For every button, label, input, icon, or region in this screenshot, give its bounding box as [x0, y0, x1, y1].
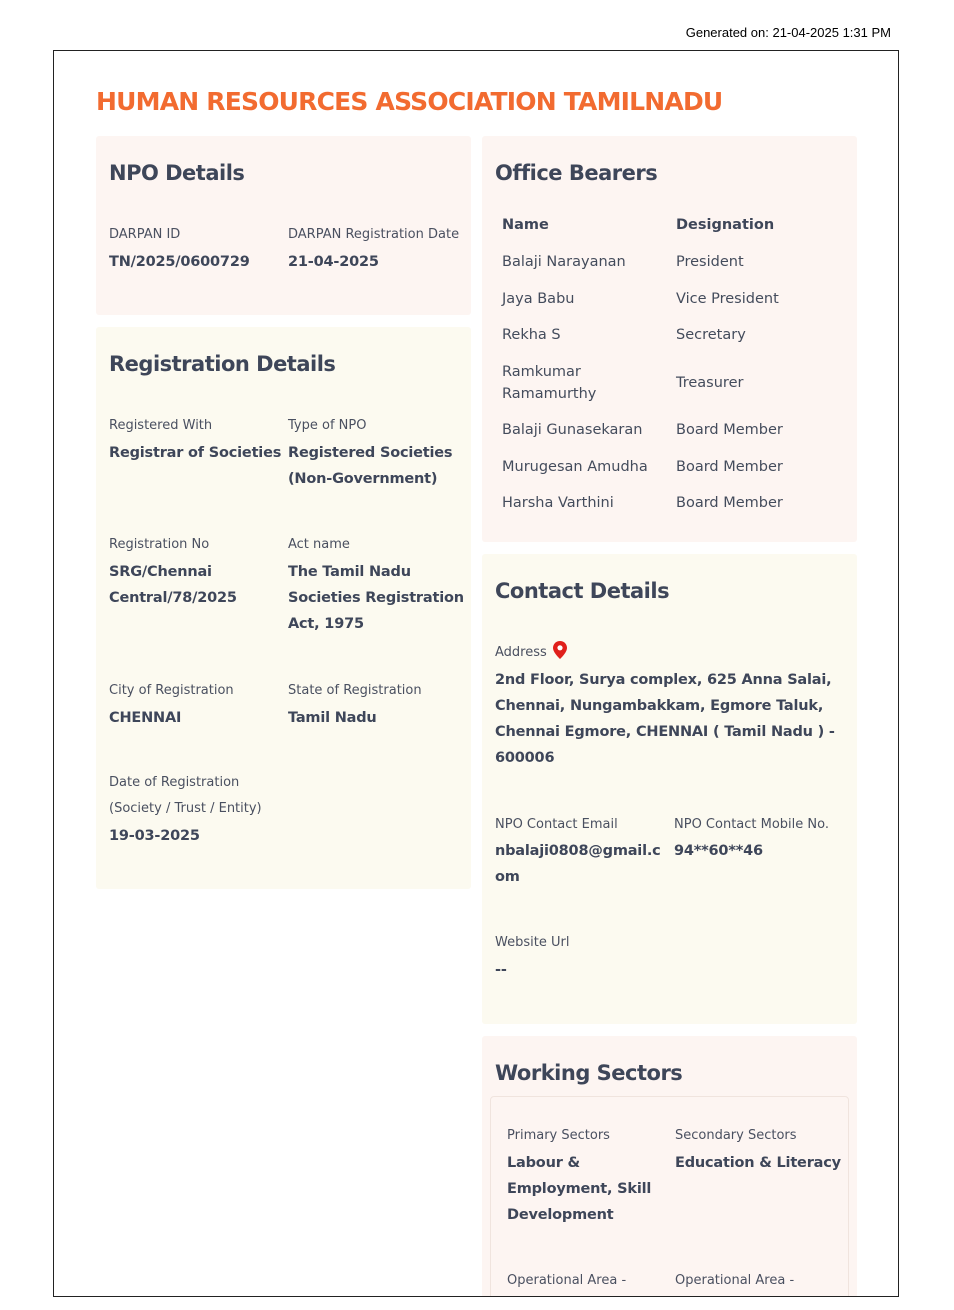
act-name-value-line1: The Tamil Nadu [288, 564, 411, 580]
office-bearers-title: Office Bearers [495, 161, 658, 185]
office-bearers-designation-header: Designation [676, 217, 775, 233]
email-label: NPO Contact Email [495, 817, 618, 832]
registration-no-value-line1: SRG/Chennai [109, 564, 212, 580]
map-pin-icon [553, 641, 567, 659]
address-line3: Chennai Egmore, CHENNAI ( Tamil Nadu ) - [495, 724, 835, 740]
primary-sectors-line2: Employment, Skill [507, 1181, 652, 1197]
contact-details-card [482, 554, 857, 1024]
registered-with-value: Registrar of Societies [109, 445, 282, 461]
bearer-designation: Board Member [676, 495, 783, 511]
mobile-value: 94**60**46 [674, 843, 763, 859]
npo-details-title: NPO Details [109, 161, 245, 185]
secondary-sectors-value: Education & Literacy [675, 1155, 841, 1171]
darpan-date-value: 21-04-2025 [288, 254, 379, 270]
address-label: Address [495, 645, 547, 660]
primary-sectors-line1: Labour & [507, 1155, 580, 1171]
act-name-value-line2: Societies Registration [288, 590, 464, 606]
npo-type-value-line2: (Non-Government) [288, 471, 438, 487]
npo-details-card [96, 136, 471, 315]
registered-with-label: Registered With [109, 418, 213, 433]
npo-type-value-line1: Registered Societies [288, 445, 453, 461]
operational-area-label: Operational Area - [675, 1273, 795, 1288]
bearer-name: Rekha S [502, 327, 561, 343]
website-label: Website Url [495, 935, 570, 950]
registration-date-label-line1: Date of Registration [109, 775, 240, 790]
bearer-name: Harsha Varthini [502, 495, 614, 511]
registration-details-card [96, 327, 471, 889]
bearer-designation: Board Member [676, 459, 783, 475]
document-frame [53, 50, 899, 1297]
address-line4: 600006 [495, 750, 555, 766]
registration-no-value-line2: Central/78/2025 [109, 590, 237, 606]
darpan-id-value: TN/2025/0600729 [109, 254, 250, 270]
bearer-designation: Treasurer [676, 375, 744, 391]
registration-details-title: Registration Details [109, 352, 336, 376]
bearer-name-line2: Ramamurthy [502, 386, 597, 402]
sectors-panel [490, 1096, 849, 1297]
bearer-designation: Board Member [676, 422, 783, 438]
registration-date-label-line2: (Society / Trust / Entity) [109, 801, 262, 816]
address-line2: Chennai, Nungambakkam, Egmore Taluk, [495, 698, 824, 714]
darpan-date-label: DARPAN Registration Date [288, 227, 460, 242]
bearer-name: Jaya Babu [502, 291, 575, 307]
working-sectors-title: Working Sectors [495, 1061, 683, 1085]
bearer-name-line1: Ramkumar [502, 364, 581, 380]
bearer-designation: Secretary [676, 327, 746, 343]
primary-sectors-label: Primary Sectors [507, 1128, 610, 1143]
npo-type-label: Type of NPO [288, 418, 367, 433]
darpan-id-label: DARPAN ID [109, 227, 181, 242]
city-label: City of Registration [109, 683, 234, 698]
email-value-line1: nbalaji0808@gmail.c [495, 843, 661, 859]
state-value: Tamil Nadu [288, 710, 377, 726]
bearer-name: Balaji Gunasekaran [502, 422, 643, 438]
organization-title: HUMAN RESOURCES ASSOCIATION TAMILNADU [96, 87, 723, 116]
bearer-name: Murugesan Amudha [502, 459, 648, 475]
working-sectors-card [482, 1036, 857, 1297]
bearer-designation: Vice President [676, 291, 779, 307]
act-name-value-line3: Act, 1975 [288, 616, 364, 632]
registration-no-label: Registration No [109, 537, 210, 552]
bearer-name: Balaji Narayanan [502, 254, 626, 270]
contact-details-title: Contact Details [495, 579, 670, 603]
secondary-sectors-label: Secondary Sectors [675, 1128, 797, 1143]
email-value-line2: om [495, 869, 520, 885]
bearer-designation: President [676, 254, 744, 270]
website-value: -- [495, 962, 507, 978]
state-label: State of Registration [288, 683, 422, 698]
mobile-label: NPO Contact Mobile No. [674, 817, 829, 832]
act-name-label: Act name [288, 537, 350, 552]
registration-date-value: 19-03-2025 [109, 828, 200, 844]
generated-timestamp: Generated on: 21-04-2025 1:31 PM [685, 25, 891, 40]
operational-area-label: Operational Area - [507, 1273, 627, 1288]
office-bearers-name-header: Name [502, 217, 549, 233]
address-line1: 2nd Floor, Surya complex, 625 Anna Salai, [495, 672, 832, 688]
primary-sectors-line3: Development [507, 1207, 614, 1223]
city-value: CHENNAI [109, 710, 182, 726]
office-bearers-card [482, 136, 857, 542]
